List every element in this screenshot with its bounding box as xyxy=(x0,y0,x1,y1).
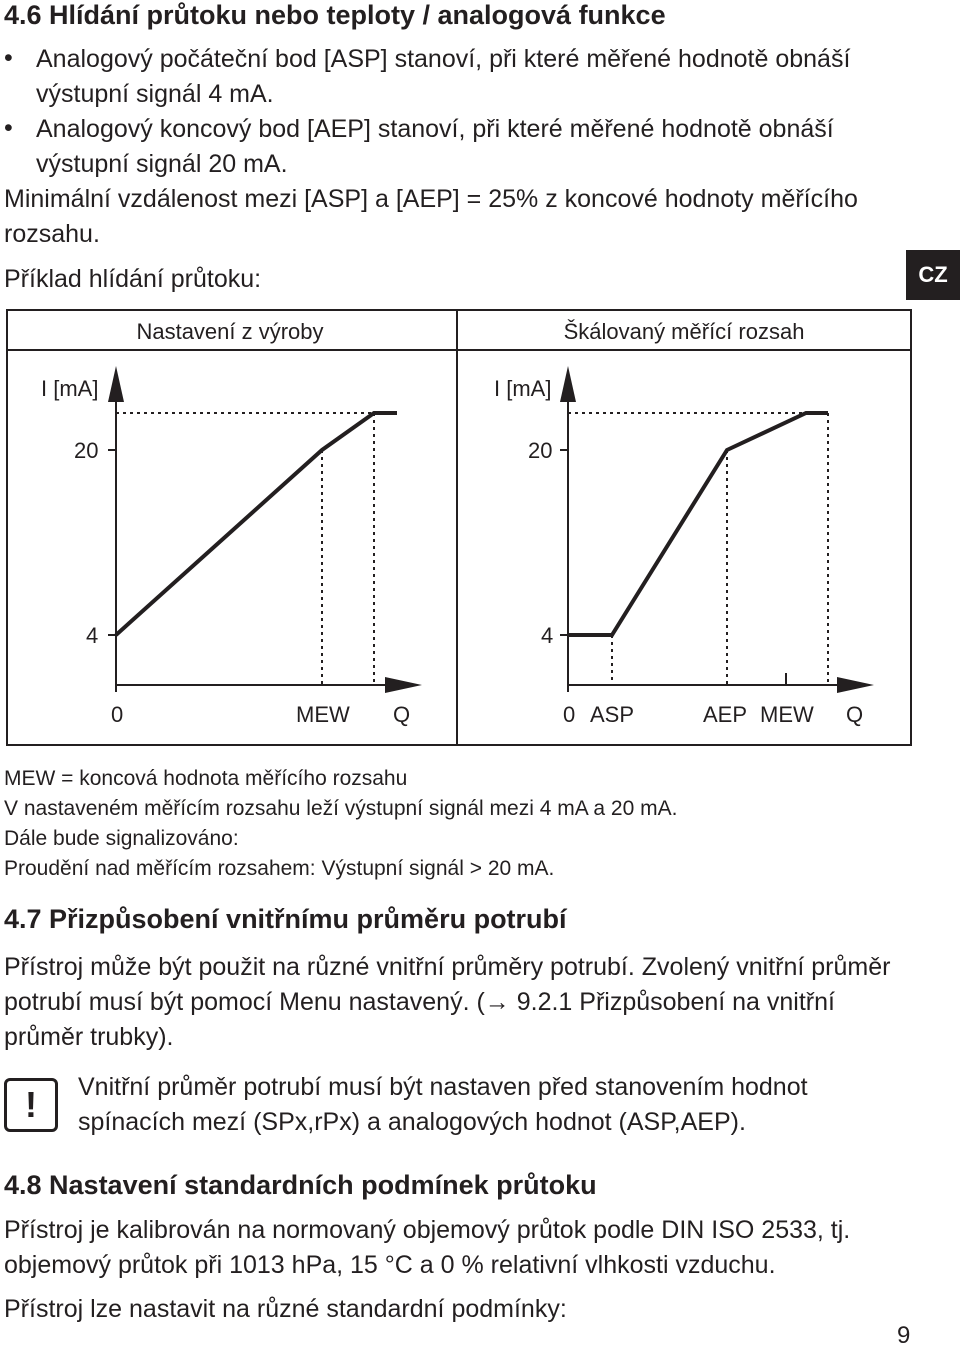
right-x-asp: ASP xyxy=(590,702,635,727)
min-distance-line2: rozsahu. xyxy=(4,220,100,248)
right-x-zero: 0 xyxy=(563,702,576,727)
min-distance-line1: Minimální vzdálenost mezi [ASP] a [AEP] = 25% z koncové hodnoty měřícího xyxy=(4,185,858,213)
page-number: 9 xyxy=(897,1322,911,1349)
note-output-range: V nastaveném měřícím rozsahu leží výstupní signál mezi 4 mA a 20 mA. xyxy=(4,797,678,820)
section-4-8-para-line1: Přístroj je kalibrován na normovaný objemový průtok podle DIN ISO 2533, tj. xyxy=(4,1216,851,1244)
warning-icon: ! xyxy=(4,1078,58,1132)
note-over-range: Proudění nad měřícím rozsahem: Výstupní signál > 20 mA. xyxy=(4,857,555,880)
bullet-asp-line2: výstupní signál 4 mA. xyxy=(36,80,274,108)
left-panel-title: Nastavení z výroby xyxy=(136,319,324,344)
right-x-q: Q xyxy=(846,702,864,727)
section-4-7-para-line3: průměr trubky). xyxy=(4,1023,174,1051)
right-output-curve xyxy=(568,413,828,635)
example-label: Příklad hlídání průtoku: xyxy=(4,265,262,293)
section-4-6-title: 4.6 Hlídání průtoku nebo teploty / analogová funkce xyxy=(4,0,666,30)
bullet-aep-line2: výstupní signál 20 mA. xyxy=(36,150,288,178)
section-4-7-para-line2: potrubí musí být pomocí Menu nastavený. (→ 9.2.1 Přizpůsobení na vnitřní xyxy=(4,988,835,1016)
note-mew-definition: MEW = koncová hodnota měřícího rozsahu xyxy=(4,767,408,790)
right-x-arrow xyxy=(837,677,874,693)
bullet-asp-line1: Analogový počáteční bod [ASP] stanoví, při které měřené hodnotě obnáší xyxy=(36,45,851,73)
right-y-label: I [mA] xyxy=(494,376,552,401)
right-panel-title: Škálovaný měřící rozsah xyxy=(563,319,805,344)
right-y-arrow xyxy=(560,366,576,402)
left-x-q: Q xyxy=(393,702,411,727)
warning-text-line1: Vnitřní průměr potrubí musí být nastaven před stanovením hodnot xyxy=(78,1073,808,1101)
bullet-dot: • xyxy=(4,114,13,142)
diagram-frame xyxy=(7,310,911,745)
left-x-zero: 0 xyxy=(111,702,124,727)
warning-text-line2: spínacích mezí (SPx,rPx) a analogových hodnot (ASP,AEP). xyxy=(78,1108,746,1136)
section-4-8-para-line3: Přístroj lze nastavit na různé standardní podmínky: xyxy=(4,1295,567,1323)
right-x-aep: AEP xyxy=(703,702,748,727)
left-y-label: I [mA] xyxy=(41,376,99,401)
right-tick-20: 20 xyxy=(528,438,553,463)
bullet-aep-line1: Analogový koncový bod [AEP] stanoví, při které měřené hodnotě obnáší xyxy=(36,115,834,143)
note-signalized: Dále bude signalizováno: xyxy=(4,827,239,850)
section-4-8-para-line2: objemový průtok při 1013 hPa, 15 °C a 0 % relativní vlhkosti vzduchu. xyxy=(4,1251,776,1279)
left-y-arrow xyxy=(108,366,124,402)
language-tab-cz: CZ xyxy=(906,250,960,300)
left-tick-4: 4 xyxy=(86,623,99,648)
right-tick-4: 4 xyxy=(541,623,554,648)
left-x-arrow xyxy=(385,677,422,693)
right-x-mew: MEW xyxy=(760,702,814,727)
right-panel xyxy=(494,366,874,727)
section-4-7-title: 4.7 Přizpůsobení vnitřnímu průměru potrubí xyxy=(4,904,567,934)
bullet-dot: • xyxy=(4,44,13,72)
left-tick-20: 20 xyxy=(74,438,99,463)
left-panel xyxy=(41,366,422,727)
section-4-7-para-line1: Přístroj může být použit na různé vnitřní průměry potrubí. Zvolený vnitřní průměr xyxy=(4,953,891,981)
left-x-mew: MEW xyxy=(296,702,350,727)
left-output-curve xyxy=(116,413,397,635)
section-4-8-title: 4.8 Nastavení standardních podmínek průtoku xyxy=(4,1170,597,1200)
